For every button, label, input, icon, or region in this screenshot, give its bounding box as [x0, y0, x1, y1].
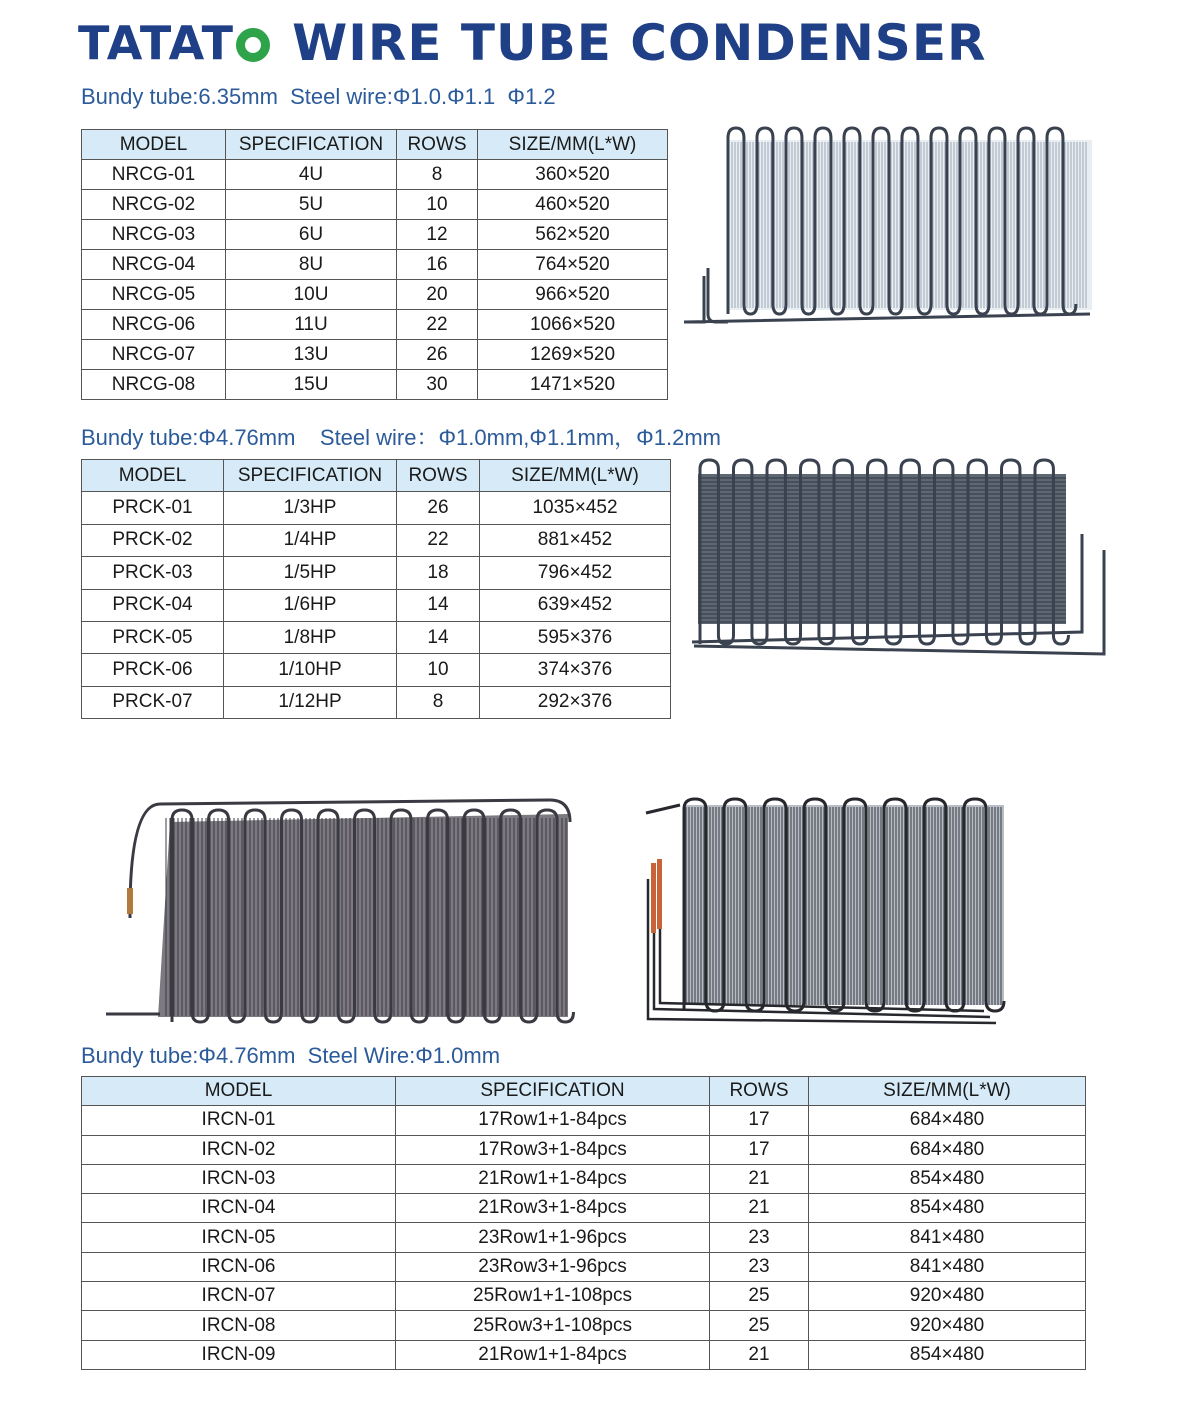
- cell-specification: 21Row1+1-84pcs: [396, 1164, 710, 1193]
- cell-rows: 23: [710, 1252, 809, 1281]
- cell-specification: 21Row1+1-84pcs: [396, 1340, 710, 1369]
- cell-size: 796×452: [480, 557, 671, 589]
- column-header-rows: ROWS: [397, 460, 480, 492]
- table-row: [82, 190, 668, 220]
- table-row: [82, 340, 668, 370]
- table-row: [82, 1340, 1086, 1369]
- table-row: [82, 370, 668, 400]
- cell-model: PRCK-01: [82, 492, 224, 524]
- cell-model: IRCN-04: [82, 1194, 396, 1223]
- cell-specification: 17Row3+1-84pcs: [396, 1135, 710, 1164]
- cell-size: 684×480: [809, 1106, 1086, 1135]
- cell-rows: 25: [710, 1311, 809, 1340]
- cell-model: IRCN-08: [82, 1311, 396, 1340]
- cell-rows: 22: [397, 524, 480, 556]
- ircn-condenser-photo-right: [640, 793, 1020, 1028]
- cell-model: IRCN-07: [82, 1282, 396, 1311]
- cell-model: NRCG-01: [82, 160, 226, 190]
- cell-size: 684×480: [809, 1135, 1086, 1164]
- cell-size: 841×480: [809, 1223, 1086, 1252]
- cell-model: PRCK-05: [82, 621, 224, 653]
- cell-specification: 6U: [226, 220, 397, 250]
- cell-model: IRCN-05: [82, 1223, 396, 1252]
- cell-specification: 10U: [226, 280, 397, 310]
- cell-rows: 21: [710, 1194, 809, 1223]
- column-header-specification: SPECIFICATION: [396, 1077, 710, 1106]
- cell-rows: 17: [710, 1106, 809, 1135]
- cell-rows: 12: [397, 220, 478, 250]
- cell-rows: 8: [397, 160, 478, 190]
- cell-size: 460×520: [478, 190, 668, 220]
- column-header-model: MODEL: [82, 1077, 396, 1106]
- table-row: [82, 220, 668, 250]
- cell-model: NRCG-02: [82, 190, 226, 220]
- table-row: [82, 557, 671, 589]
- cell-rows: 10: [397, 654, 480, 686]
- cell-model: IRCN-01: [82, 1106, 396, 1135]
- brand-logo-o-ring: [236, 28, 270, 62]
- table-row: [82, 1223, 1086, 1252]
- cell-rows: 25: [710, 1282, 809, 1311]
- table-row: [82, 621, 671, 653]
- table-row: [82, 1194, 1086, 1223]
- cell-model: NRCG-05: [82, 280, 226, 310]
- table-row: [82, 280, 668, 310]
- cell-specification: 1/5HP: [224, 557, 397, 589]
- table-row: [82, 1282, 1086, 1311]
- table-header-row: [82, 460, 671, 492]
- cell-specification: 17Row1+1-84pcs: [396, 1106, 710, 1135]
- table-header-row: [82, 1077, 1086, 1106]
- cell-size: 374×376: [480, 654, 671, 686]
- cell-size: 639×452: [480, 589, 671, 621]
- table-row: [82, 654, 671, 686]
- cell-specification: 21Row3+1-84pcs: [396, 1194, 710, 1223]
- table-row: [82, 1164, 1086, 1193]
- cell-rows: 18: [397, 557, 480, 589]
- cell-rows: 14: [397, 621, 480, 653]
- cell-model: IRCN-09: [82, 1340, 396, 1369]
- cell-rows: 17: [710, 1135, 809, 1164]
- table-body: [82, 1106, 1086, 1370]
- cell-size: 1035×452: [480, 492, 671, 524]
- cell-rows: 26: [397, 492, 480, 524]
- table-row: [82, 1311, 1086, 1340]
- cell-model: NRCG-04: [82, 250, 226, 280]
- column-header-size: SIZE/MM(L*W): [480, 460, 671, 492]
- page-header: [78, 8, 986, 78]
- section-1-subtitle: Bundy tube:6.35mm Steel wire:Φ1.0.Φ1.1 Φ1.2: [81, 84, 556, 109]
- cell-model: PRCK-03: [82, 557, 224, 589]
- page-title: WIRE TUBE CONDENSER: [292, 14, 987, 72]
- column-header-model: MODEL: [82, 130, 226, 160]
- cell-size: 920×480: [809, 1282, 1086, 1311]
- cell-specification: 5U: [226, 190, 397, 220]
- cell-rows: 23: [710, 1223, 809, 1252]
- prck-spec-table: [81, 459, 671, 719]
- cell-specification: 23Row3+1-96pcs: [396, 1252, 710, 1281]
- table-row: [82, 1106, 1086, 1135]
- table-body: [82, 160, 668, 400]
- cell-size: 595×376: [480, 621, 671, 653]
- cell-specification: 23Row1+1-96pcs: [396, 1223, 710, 1252]
- cell-rows: 22: [397, 310, 478, 340]
- column-header-rows: ROWS: [397, 130, 478, 160]
- cell-size: 854×480: [809, 1340, 1086, 1369]
- table-row: [82, 1252, 1086, 1281]
- brand-name: TATAT: [78, 16, 235, 70]
- table-row: [82, 686, 671, 718]
- cell-size: 764×520: [478, 250, 668, 280]
- cell-rows: 21: [710, 1340, 809, 1369]
- cell-size: 360×520: [478, 160, 668, 190]
- table-row: [82, 524, 671, 556]
- cell-size: 841×480: [809, 1252, 1086, 1281]
- cell-specification: 1/12HP: [224, 686, 397, 718]
- table-row: [82, 310, 668, 340]
- cell-specification: 13U: [226, 340, 397, 370]
- column-header-specification: SPECIFICATION: [224, 460, 397, 492]
- column-header-rows: ROWS: [710, 1077, 809, 1106]
- cell-model: PRCK-02: [82, 524, 224, 556]
- cell-size: 920×480: [809, 1311, 1086, 1340]
- column-header-size: SIZE/MM(L*W): [809, 1077, 1086, 1106]
- cell-model: PRCK-07: [82, 686, 224, 718]
- section-2-subtitle: Bundy tube:Φ4.76mm Steel wire：Φ1.0mm,Φ1.1mm，Φ1.2mm: [81, 425, 721, 450]
- nrcg-spec-table: [81, 129, 668, 400]
- cell-specification: 1/4HP: [224, 524, 397, 556]
- column-header-specification: SPECIFICATION: [226, 130, 397, 160]
- column-header-model: MODEL: [82, 460, 224, 492]
- table-row: [82, 250, 668, 280]
- cell-specification: 25Row3+1-108pcs: [396, 1311, 710, 1340]
- cell-size: 562×520: [478, 220, 668, 250]
- cell-rows: 21: [710, 1164, 809, 1193]
- cell-specification: 1/8HP: [224, 621, 397, 653]
- brand-logo: [78, 16, 270, 70]
- cell-specification: 8U: [226, 250, 397, 280]
- cell-model: NRCG-03: [82, 220, 226, 250]
- table-header-row: [82, 130, 668, 160]
- cell-size: 854×480: [809, 1194, 1086, 1223]
- cell-model: NRCG-07: [82, 340, 226, 370]
- cell-rows: 26: [397, 340, 478, 370]
- cell-model: NRCG-08: [82, 370, 226, 400]
- cell-model: IRCN-06: [82, 1252, 396, 1281]
- nrcg-condenser-photo: [680, 118, 1098, 334]
- section-3-subtitle: Bundy tube:Φ4.76mm Steel Wire:Φ1.0mm: [81, 1043, 501, 1068]
- table-row: [82, 1135, 1086, 1164]
- cell-rows: 16: [397, 250, 478, 280]
- cell-size: 966×520: [478, 280, 668, 310]
- cell-size: 881×452: [480, 524, 671, 556]
- cell-specification: 1/3HP: [224, 492, 397, 524]
- cell-rows: 20: [397, 280, 478, 310]
- cell-model: IRCN-03: [82, 1164, 396, 1193]
- cell-specification: 4U: [226, 160, 397, 190]
- table-body: [82, 492, 671, 719]
- cell-model: IRCN-02: [82, 1135, 396, 1164]
- cell-rows: 8: [397, 686, 480, 718]
- cell-size: 292×376: [480, 686, 671, 718]
- cell-size: 1269×520: [478, 340, 668, 370]
- cell-size: 1471×520: [478, 370, 668, 400]
- table-row: [82, 589, 671, 621]
- cell-specification: 1/10HP: [224, 654, 397, 686]
- ircn-condenser-photo-left: [100, 792, 590, 1032]
- cell-rows: 14: [397, 589, 480, 621]
- cell-specification: 25Row1+1-108pcs: [396, 1282, 710, 1311]
- table-row: [82, 492, 671, 524]
- ircn-spec-table: [81, 1076, 1086, 1370]
- cell-specification: 11U: [226, 310, 397, 340]
- cell-model: NRCG-06: [82, 310, 226, 340]
- cell-size: 854×480: [809, 1164, 1086, 1193]
- cell-specification: 1/6HP: [224, 589, 397, 621]
- cell-rows: 10: [397, 190, 478, 220]
- cell-rows: 30: [397, 370, 478, 400]
- cell-specification: 15U: [226, 370, 397, 400]
- column-header-size: SIZE/MM(L*W): [478, 130, 668, 160]
- table-row: [82, 160, 668, 190]
- prck-condenser-photo: [686, 454, 1114, 664]
- cell-model: PRCK-04: [82, 589, 224, 621]
- cell-model: PRCK-06: [82, 654, 224, 686]
- cell-size: 1066×520: [478, 310, 668, 340]
